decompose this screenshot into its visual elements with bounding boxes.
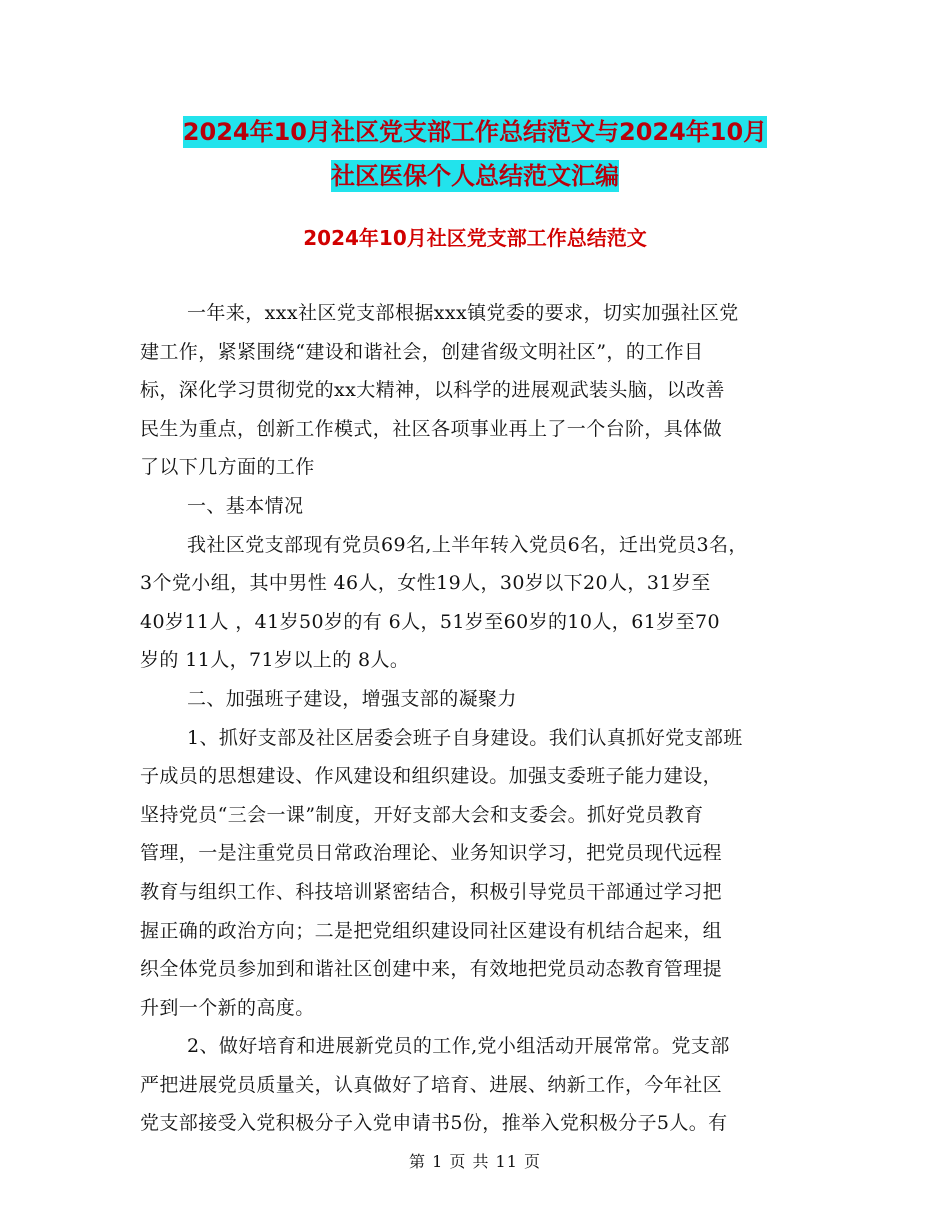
paragraph-line: 了以下几方面的工作 (140, 456, 315, 479)
paragraph-line: 织全体党员参加到和谐社区创建中来，有效地把党员动态教育管理提 (140, 958, 723, 981)
section-heading: 2024年10月社区党支部工作总结范文 (303, 226, 647, 250)
paragraph-line: 严把进展党员质量关，认真做好了培育、进展、纳新工作，今年社区 (140, 1073, 723, 1096)
paragraph-line: 40岁11人 ，41岁50岁的有 6人，51岁至60岁的10人，61岁至70 (140, 610, 720, 633)
title-line-2: 社区医保个人总结范文汇编 (331, 162, 619, 190)
paragraph-line: 岁的 11人，71岁以上的 8人。 (140, 649, 410, 672)
paragraph-line: 教育与组织工作、科技培训紧密结合，积极引导党员干部通过学习把 (140, 880, 723, 903)
subheading-line: 二、加强班子建设，增强支部的凝聚力 (187, 687, 517, 710)
title-line-1: 2024年10月社区党支部工作总结范文与2024年10月 (182, 118, 768, 146)
paragraph-line: 建工作，紧紧围绕“建设和谐社会，创建省级文明社区”，的工作目 (140, 340, 704, 363)
paragraph-line: 握正确的政治方向；二是把党组织建设同社区建设有机结合起来，组 (140, 919, 723, 942)
paragraph-line: 2、做好培育和进展新党员的工作,党小组活动开展常常。党支部 (187, 1035, 730, 1058)
page-footer: 第 1 页 共 11 页 (409, 1152, 541, 1171)
body-text (140, 294, 820, 1143)
subheading-line: 一、基本情况 (187, 494, 304, 517)
paragraph-line: 坚持党员“三会一课”制度，开好支部大会和支委会。抓好党员教育 (140, 803, 704, 826)
document-title (0, 110, 950, 198)
paragraph-line: 3个党小组，其中男性 46人，女性19人，30岁以下20人，31岁至 (140, 572, 711, 595)
paragraph-line: 子成员的思想建设、作风建设和组织建设。加强支委班子能力建设， (140, 765, 723, 788)
paragraph-line: 标，深化学习贯彻党的xx大精神，以科学的进展观武装头脑，以改善 (140, 379, 725, 402)
paragraph-line: 我社区党支部现有党员69名,上半年转入党员6名，迁出党员3名， (187, 533, 748, 556)
paragraph-line: 党支部接受入党积极分子入党申请书5份，推举入党积极分子5人。有 (140, 1112, 728, 1135)
paragraph-line: 民生为重点，创新工作模式，社区各项事业再上了一个台阶，具体做 (140, 417, 723, 440)
paragraph-line: 管理，一是注重党员日常政治理论、业务知识学习，把党员现代远程 (140, 842, 723, 865)
paragraph-line: 升到一个新的高度。 (140, 996, 315, 1019)
paragraph-line: 一年来，xxx社区党支部根据xxx镇党委的要求，切实加强社区党 (187, 302, 739, 324)
paragraph-line: 1、抓好支部及社区居委会班子自身建设。我们认真抓好党支部班 (187, 726, 743, 749)
